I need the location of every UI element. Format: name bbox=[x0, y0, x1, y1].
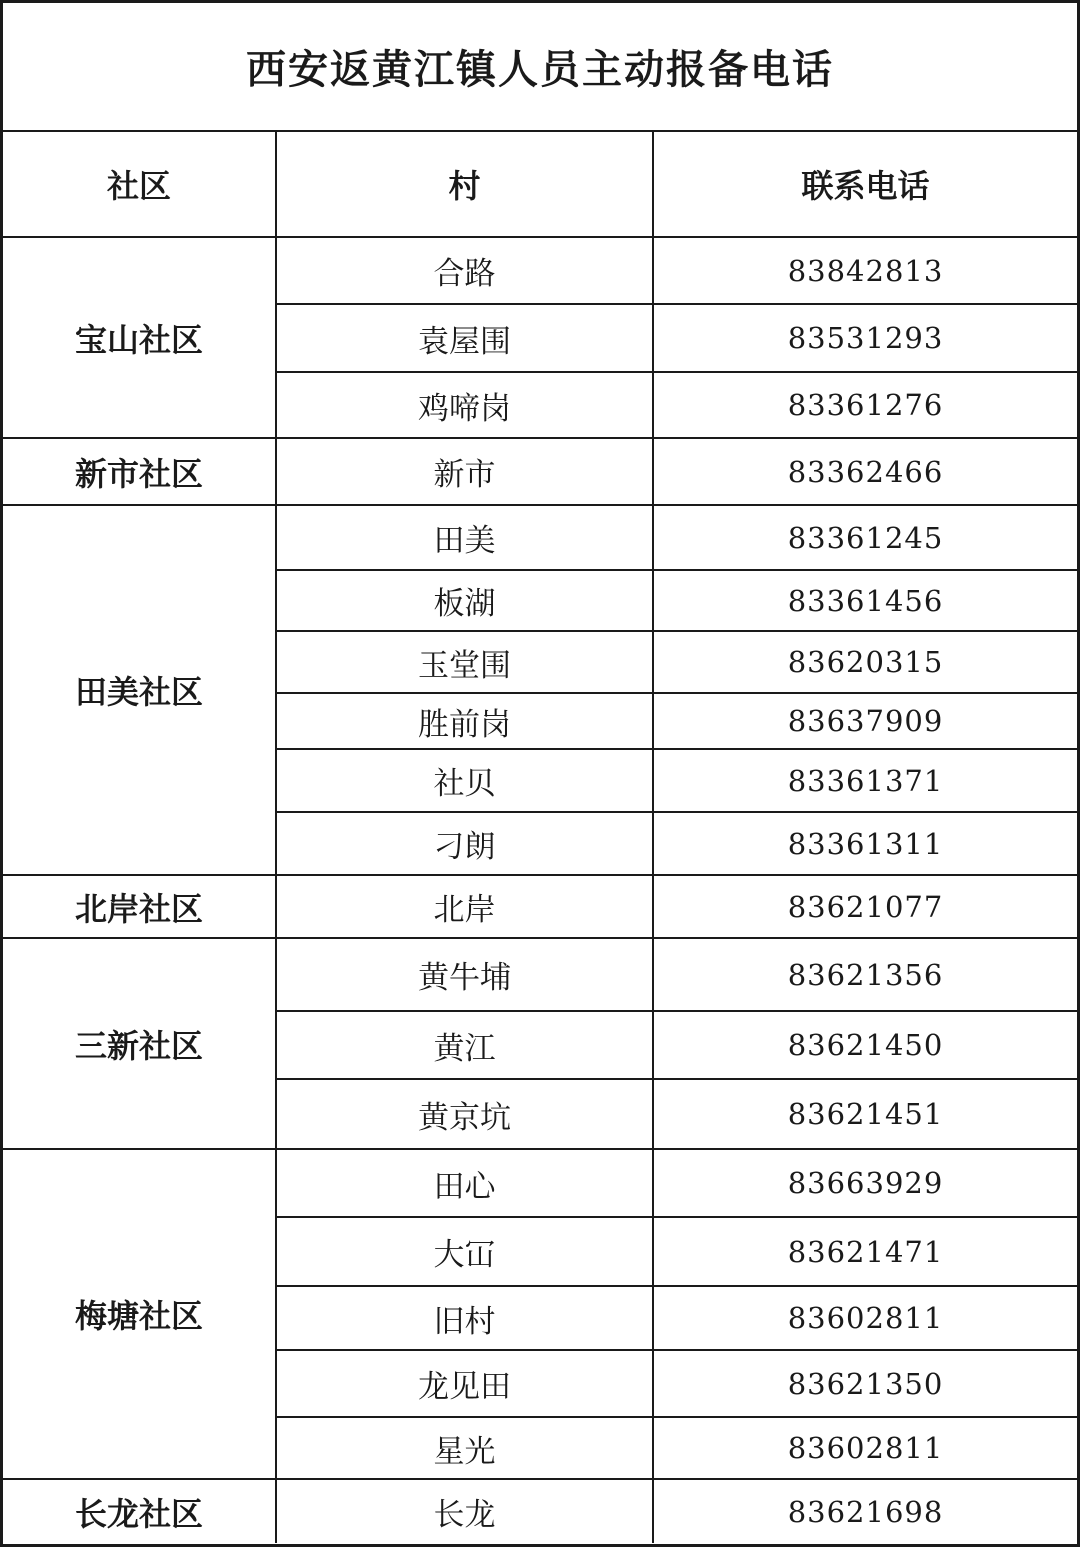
phone-cell: 83531293 bbox=[653, 304, 1077, 372]
table-body bbox=[3, 237, 1077, 1543]
phone-cell: 83621698 bbox=[653, 1479, 1077, 1543]
phone-cell: 83663929 bbox=[653, 1149, 1077, 1217]
phone-cell: 83621356 bbox=[653, 938, 1077, 1011]
village-cell: 黄京坑 bbox=[276, 1079, 653, 1149]
village-cell: 田美 bbox=[276, 505, 653, 570]
village-cell: 鸡啼岗 bbox=[276, 372, 653, 438]
phone-cell: 83621450 bbox=[653, 1011, 1077, 1079]
village-cell: 大冚 bbox=[276, 1217, 653, 1286]
phone-cell: 83637909 bbox=[653, 693, 1077, 749]
village-cell: 板湖 bbox=[276, 570, 653, 631]
community-cell: 田美社区 bbox=[3, 505, 276, 875]
phone-cell: 83621471 bbox=[653, 1217, 1077, 1286]
village-cell: 社贝 bbox=[276, 749, 653, 812]
village-cell: 龙见田 bbox=[276, 1350, 653, 1417]
community-cell: 新市社区 bbox=[3, 438, 276, 505]
village-cell: 合路 bbox=[276, 237, 653, 304]
phone-cell: 83602811 bbox=[653, 1417, 1077, 1479]
header-community: 社区 bbox=[3, 132, 276, 237]
phone-cell: 83361311 bbox=[653, 812, 1077, 875]
header-village: 村 bbox=[276, 132, 653, 237]
table-row bbox=[3, 938, 1077, 1011]
village-cell: 旧村 bbox=[276, 1286, 653, 1350]
village-cell: 胜前岗 bbox=[276, 693, 653, 749]
table-row bbox=[3, 237, 1077, 304]
community-cell: 长龙社区 bbox=[3, 1479, 276, 1543]
header-phone: 联系电话 bbox=[653, 132, 1077, 237]
village-cell: 黄江 bbox=[276, 1011, 653, 1079]
table-row bbox=[3, 875, 1077, 938]
phone-cell: 83361276 bbox=[653, 372, 1077, 438]
phone-cell: 83361456 bbox=[653, 570, 1077, 631]
village-cell: 玉堂围 bbox=[276, 631, 653, 693]
phone-cell: 83621350 bbox=[653, 1350, 1077, 1417]
directory-table bbox=[3, 132, 1077, 1543]
table-row bbox=[3, 438, 1077, 505]
village-cell: 刁朗 bbox=[276, 812, 653, 875]
phone-cell: 83361245 bbox=[653, 505, 1077, 570]
community-cell: 宝山社区 bbox=[3, 237, 276, 438]
table-row bbox=[3, 1479, 1077, 1543]
village-cell: 长龙 bbox=[276, 1479, 653, 1543]
community-cell: 北岸社区 bbox=[3, 875, 276, 938]
table-row bbox=[3, 1149, 1077, 1217]
community-cell: 梅塘社区 bbox=[3, 1149, 276, 1479]
phone-cell: 83602811 bbox=[653, 1286, 1077, 1350]
village-cell: 袁屋围 bbox=[276, 304, 653, 372]
village-cell: 新市 bbox=[276, 438, 653, 505]
village-cell: 田心 bbox=[276, 1149, 653, 1217]
table-row bbox=[3, 505, 1077, 570]
phone-cell: 83361371 bbox=[653, 749, 1077, 812]
phone-cell: 83842813 bbox=[653, 237, 1077, 304]
header-row bbox=[3, 132, 1077, 237]
phone-cell: 83362466 bbox=[653, 438, 1077, 505]
phone-cell: 83621451 bbox=[653, 1079, 1077, 1149]
village-cell: 北岸 bbox=[276, 875, 653, 938]
page-title: 西安返黄江镇人员主动报备电话 bbox=[3, 3, 1077, 132]
phone-cell: 83621077 bbox=[653, 875, 1077, 938]
village-cell: 星光 bbox=[276, 1417, 653, 1479]
village-cell: 黄牛埔 bbox=[276, 938, 653, 1011]
phone-cell: 83620315 bbox=[653, 631, 1077, 693]
community-cell: 三新社区 bbox=[3, 938, 276, 1149]
